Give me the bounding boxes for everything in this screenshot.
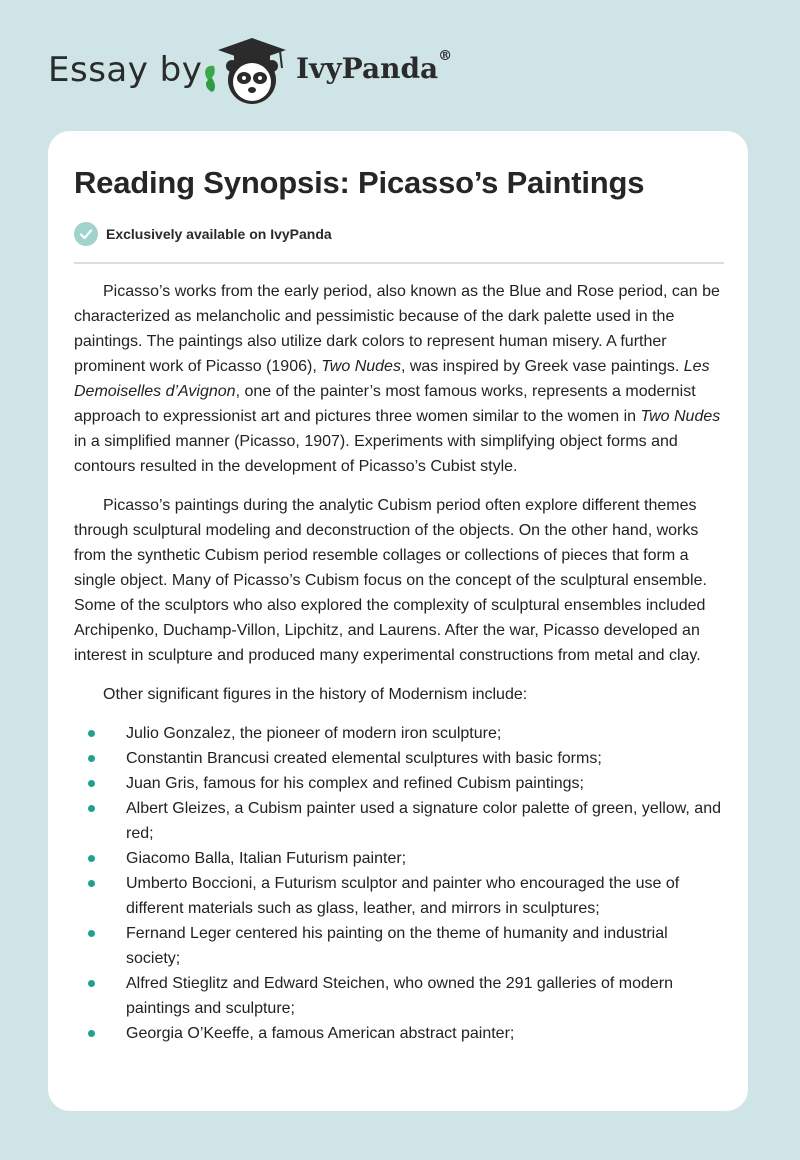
list-item: Georgia O’Keeffe, a famous American abstract painter; bbox=[74, 1021, 726, 1046]
registered-mark: ® bbox=[438, 48, 453, 64]
paragraph-2: Picasso’s paintings during the analytic Cubism period often explore different themes through sculptural modeling and deconstruction of the objects. On the other hand, works from the synthetic Cubism period resemble collages or collections of pieces that form a single object. Many of Picasso’s Cubism focus on the concept of the sculptural ensemble. Some of the sculptors who also explored the complexity of sculptural ensembles included Archipenko, Duchamp-Villon, Lipchitz, and Laurens. After the war, Picasso developed an interest in sculpture and produced many experimental constructions from metal and clay. bbox=[74, 497, 707, 664]
list-item: Umberto Boccioni, a Futurism sculptor and painter who encouraged the use of different materials such as glass, leather, and mirrors in sculptures; bbox=[74, 871, 726, 921]
list-item: Julio Gonzalez, the pioneer of modern iron sculpture; bbox=[74, 721, 726, 746]
paragraph-1: Picasso’s works from the early period, also known as the Blue and Rose period, can be characterized as melancholic and pessimistic because of the dark palette used in the paintings. The paintings also utilize dark colors to represent human misery. A further prominent work of Picasso (1906), Two Nudes, was inspired by Greek vase paintings. Les Demoiselles d’Avignon, one of the painter’s most famous works, represents a modernist approach to expressionist art and pictures three women similar to the women in Two Nudes in a simplified manner (Picasso, 1907). Experiments with simplifying object forms and contours resulted in the development of Picasso’s Cubist style. bbox=[74, 283, 721, 475]
list-item: Albert Gleizes, a Cubism painter used a signature color palette of green, yellow, and red; bbox=[74, 796, 726, 846]
list-item: Giacomo Balla, Italian Futurism painter; bbox=[74, 846, 726, 871]
list-item: Alfred Stieglitz and Edward Steichen, who owned the 291 galleries of modern paintings and sculpture; bbox=[74, 971, 726, 1021]
panda-graduate-icon bbox=[200, 36, 290, 108]
page-title: Reading Synopsis: Picasso’s Paintings bbox=[74, 165, 645, 200]
modernism-figures-list bbox=[74, 721, 726, 1046]
article-card bbox=[48, 131, 748, 1111]
divider bbox=[74, 262, 724, 264]
work-title: Two Nudes bbox=[321, 358, 401, 375]
check-circle-icon bbox=[74, 222, 98, 246]
badge-label: Exclusively available on IvyPanda bbox=[106, 226, 332, 242]
site-header bbox=[0, 0, 800, 130]
article-body bbox=[74, 279, 726, 1046]
work-title: Les Demoiselles d’Avignon bbox=[74, 358, 710, 400]
list-item: Juan Gris, famous for his complex and refined Cubism paintings; bbox=[74, 771, 726, 796]
essay-by-label: Essay by bbox=[48, 50, 203, 90]
list-item: Fernand Leger centered his painting on the theme of humanity and industrial society; bbox=[74, 921, 726, 971]
paragraph-3: Other significant figures in the history of Modernism include: bbox=[103, 686, 528, 703]
brand-name: IvyPanda® bbox=[296, 48, 453, 85]
work-title: Two Nudes bbox=[640, 408, 721, 425]
availability-badge bbox=[74, 221, 332, 247]
list-item: Constantin Brancusi created elemental sculptures with basic forms; bbox=[74, 746, 726, 771]
